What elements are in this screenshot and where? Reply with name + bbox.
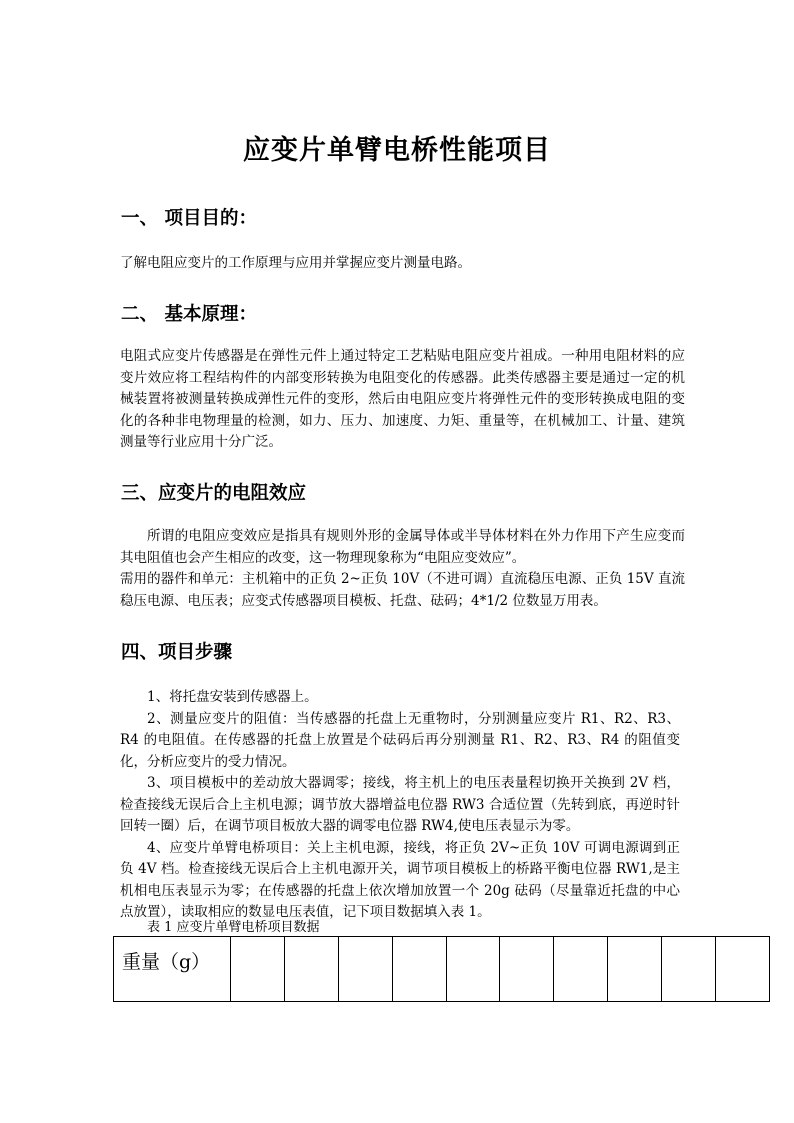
principle-paragraph — [120, 346, 685, 454]
table-cell[interactable] — [554, 937, 608, 1002]
table-cell[interactable] — [716, 937, 770, 1002]
step-item: 4、应变片单臂电桥项目：关上主机电源，接线，将正负 2V~正负 10V 可调电源调到正负 4V 档。检查接线无误后合上主机电源开关，调节项目模板上的桥路平衡电位器 RW1,是主机相电压表显示为零；在传感器的托盘上依次增加放置一个 20g 砝码（尽量靠近托盘的中心点放置），读取相应的数显电压表值，记下项目数据填入表 1。 — [120, 839, 680, 920]
table-cell[interactable] — [338, 937, 392, 1002]
table-cell[interactable] — [500, 937, 554, 1002]
step-item: 1、将托盘安装到传感器上。 — [147, 689, 318, 705]
purpose-paragraph — [120, 253, 685, 275]
section-heading-effect: 三、应变片的电阻效应 — [121, 483, 307, 504]
table-row — [114, 937, 770, 1002]
effect-paragraph — [120, 526, 685, 612]
table-cell[interactable] — [231, 937, 285, 1002]
purpose-text: 了解电阻应变片的工作原理与应用并掌握应变片测量电路。 — [120, 255, 471, 271]
step-item: 2、测量应变片的阻值：当传感器的托盘上无重物时，分别测量应变片 R1、R2、R3、R4 的电阻值。在传感器的托盘上放置是个砝码后再分别测量 R1、R2、R3、R4 的阻值变化，分析应变片的受力情况。 — [120, 710, 680, 770]
section-heading-purpose: 一、 项目目的： — [121, 208, 257, 229]
table-row-label: 重量（g） — [114, 937, 231, 1002]
section-heading-steps: 四、项目步骤 — [121, 642, 233, 663]
table-cell[interactable] — [608, 937, 662, 1002]
principle-text: 电阻式应变片传感器是在弹性元件上通过特定工艺粘贴电阻应变片祖成。一种用电阻材料的应变片效应将工程结构件的内部变形转换为电阻变化的传感器。此类传感器主要是通过一定的机械装置将被测量转换成弹性元件的变形，然后由电阻应变片将弹性元件的变形转换成电阻的变化的各种非电物理量的检测，如力、压力、加速度、力矩、重量等，在机械加工、计量、建筑测量等行业应用十分广泛。 — [120, 348, 685, 450]
table-cell[interactable] — [662, 937, 716, 1002]
page-title: 应变片单臂电桥性能项目 — [243, 135, 551, 166]
section-heading-principle: 二、 基本原理： — [121, 304, 257, 325]
table-cell[interactable] — [284, 937, 338, 1002]
table-cell[interactable] — [392, 937, 446, 1002]
equipment-text: 需用的器件和单元：主机箱中的正负 2~正负 10V（不进可调）直流稳压电源、正负 15V 直流稳压电源、电压表；应变式传感器项目模板、托盘、砝码；4*1/2 位数显万用表。 — [120, 571, 685, 609]
step-item: 3、项目模板中的差动放大器调零；接线，将主机上的电压表量程切换开关换到 2V 档，检查接线无误后合上主机电源；调节放大器增益电位器 RW3 合适位置（先转到底，再逆时针回转一圈）后，在调节项目板放大器的调零电位器 RW4,使电压表显示为零。 — [120, 775, 680, 834]
steps-list — [120, 687, 680, 924]
effect-definition-text: 所谓的电阻应变效应是指具有规则外形的金属导体或半导体材料在外力作用下产生应变而其电阻值也会产生相应的改变，这一物理现象称为“电阻应变效应”。 — [120, 528, 685, 566]
data-table — [113, 936, 770, 1002]
table-cell[interactable] — [446, 937, 500, 1002]
table-caption: 表 1 应变片单臂电桥项目数据 — [147, 920, 320, 935]
